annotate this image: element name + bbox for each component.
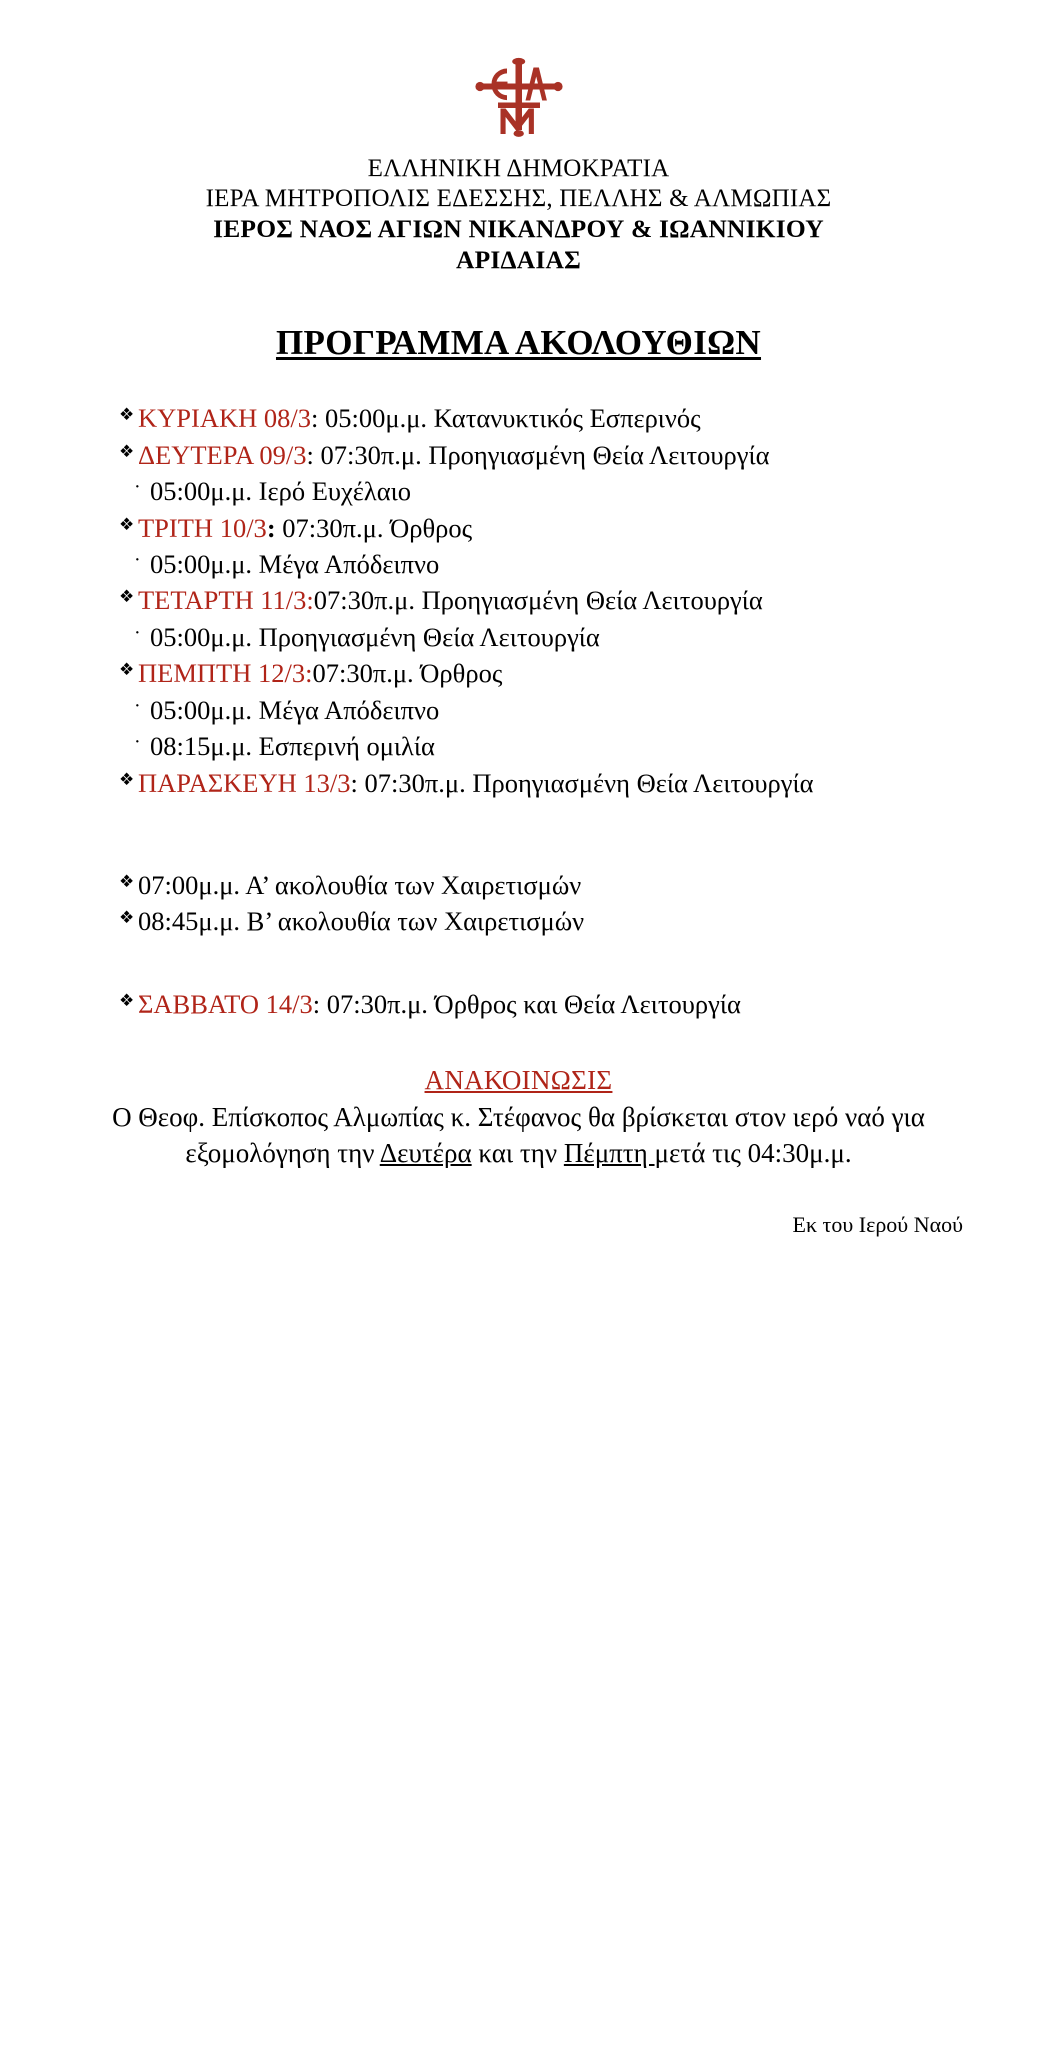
schedule-item bbox=[0, 620, 1037, 654]
schedule-item-day: ΔΕΥΤΕΡΑ 09/3 bbox=[138, 439, 307, 470]
schedule-item-detail: 05:00μ.μ. Μέγα Απόδειπνο bbox=[150, 548, 440, 579]
schedule-item bbox=[0, 511, 1037, 545]
schedule-item bbox=[0, 474, 1037, 508]
schedule-item-detail: 07:30π.μ. Προηγιασμένη Θεία Λειτουργία bbox=[313, 585, 763, 616]
schedule-item-detail: 07:30π.μ. Όρθρος bbox=[282, 512, 473, 543]
schedule-item-detail: 07:30π.μ. Προηγιασμένη Θεία Λειτουργία bbox=[320, 439, 770, 470]
schedule-item bbox=[0, 766, 1037, 800]
dot-bullet-icon: · bbox=[134, 731, 141, 754]
spacer-before-chairetismoi bbox=[0, 802, 1037, 868]
schedule-item-separator: : bbox=[306, 439, 321, 470]
schedule-item-day: ΠΑΡΑΣΚΕΥΗ 13/3 bbox=[138, 767, 351, 798]
announcement-title: ΑΝΑΚΟΙΝΩΣΙΣ bbox=[424, 1065, 613, 1096]
schedule-item-detail: 05:00μ.μ. Κατανυκτικός Εσπερινός bbox=[325, 403, 701, 434]
announcement-text-part1: Ο Θεοφ. Επίσκοπος Αλμωπίας κ. Στέφανος θα βρίσκεται στον ιερό ναό για εξομολόγηση την bbox=[112, 1102, 925, 1168]
schedule-item bbox=[0, 438, 1037, 472]
schedule-item-detail: 05:00μ.μ. Μέγα Απόδειπνο bbox=[150, 694, 440, 725]
schedule-item-day: ΠΕΜΠΤΗ 12/3 bbox=[138, 658, 306, 689]
orthodox-cross-monogram-icon bbox=[471, 52, 567, 144]
schedule-item-detail: 07:00μ.μ. Α’ ακολουθία των Χαιρετισμών bbox=[138, 870, 582, 900]
page-title bbox=[0, 323, 1037, 363]
schedule-item bbox=[0, 583, 1037, 617]
diamond-bullet-icon: ❖ bbox=[119, 660, 135, 680]
schedule-item-day: ΤΡΙΤΗ 10/3 bbox=[138, 512, 267, 543]
emblem-container bbox=[0, 0, 1037, 144]
schedule-item-detail: 07:30π.μ. Προηγιασμένη Θεία Λειτουργία bbox=[364, 767, 814, 798]
schedule-item-separator: : bbox=[350, 767, 365, 798]
schedule-item-detail: 05:00μ.μ. Προηγιασμένη Θεία Λειτουργία bbox=[150, 621, 600, 652]
saturday-list bbox=[0, 987, 1037, 1021]
schedule-item bbox=[0, 547, 1037, 581]
schedule-item-day: ΣΑΒΒΑΤΟ 14/3 bbox=[138, 988, 313, 1019]
schedule-item-detail: 07:30π.μ. Όρθρος και Θεία Λειτουργία bbox=[326, 988, 741, 1019]
diamond-bullet-icon: ❖ bbox=[119, 587, 135, 607]
diamond-bullet-icon: ❖ bbox=[119, 990, 135, 1010]
footer-signature-row bbox=[0, 1212, 1037, 1238]
schedule-item-separator: : bbox=[312, 988, 327, 1019]
schedule-item-detail: 05:00μ.μ. Ιερό Ευχέλαιο bbox=[150, 476, 412, 507]
diamond-bullet-icon: ❖ bbox=[119, 514, 135, 534]
schedule-item-separator: : bbox=[311, 403, 325, 434]
schedule-item-day: ΤΕΤΑΡΤΗ 11/3 bbox=[138, 585, 307, 616]
announcement-day-monday: Δευτέρα bbox=[379, 1137, 472, 1168]
schedule-item-separator: : bbox=[306, 585, 314, 616]
header-line-city: ΑΡΙΔΑΙΑΣ bbox=[456, 244, 581, 274]
schedule-item-separator: : bbox=[305, 658, 313, 689]
diamond-bullet-icon: ❖ bbox=[119, 769, 135, 789]
header-line-metropolis: ΙΕΡΑ ΜΗΤΡΟΠΟΛΙΣ ΕΔΕΣΣΗΣ, ΠΕΛΛΗΣ & ΑΛΜΩΠΙΑΣ bbox=[205, 185, 832, 212]
schedule-item-detail: 08:45μ.μ. Β’ ακολουθία των Χαιρετισμών bbox=[138, 906, 585, 937]
diamond-bullet-icon: ❖ bbox=[119, 441, 135, 461]
dot-bullet-icon: · bbox=[134, 621, 141, 644]
diamond-bullet-icon: ❖ bbox=[119, 405, 135, 425]
schedule-item-separator: : bbox=[266, 512, 283, 543]
schedule-item bbox=[0, 693, 1037, 727]
schedule-item bbox=[0, 401, 1037, 435]
schedule-item-day: ΚΥΡΙΑΚΗ 08/3 bbox=[138, 403, 311, 434]
schedule-item bbox=[0, 868, 1037, 902]
spacer-before-saturday bbox=[0, 941, 1037, 987]
announcement-body bbox=[0, 1100, 1037, 1171]
dot-bullet-icon: · bbox=[134, 548, 141, 571]
chairetismoi-list bbox=[0, 868, 1037, 939]
announcement-text-part3: μετά τις 04:30μ.μ. bbox=[654, 1137, 852, 1168]
schedule-item-detail: 08:15μ.μ. Εσπερινή ομιλία bbox=[150, 731, 435, 762]
schedule-item bbox=[0, 656, 1037, 690]
header-line-church: ΙΕΡΟΣ ΝΑΟΣ ΑΓΙΩΝ ΝΙΚΑΝΔΡΟΥ & ΙΩΑΝΝΙΚΙΟΥ bbox=[213, 214, 824, 243]
schedule-list bbox=[0, 401, 1037, 800]
schedule-item-detail: 07:30π.μ. Όρθρος bbox=[312, 658, 503, 689]
page-title-text: ΠΡΟΓΡΑΜΜΑ ΑΚΟΛΟΥΘΙΩΝ bbox=[275, 323, 762, 363]
announcement-title-row bbox=[0, 1065, 1037, 1096]
announcement-day-thursday: Πέμπτη bbox=[563, 1137, 655, 1168]
dot-bullet-icon: · bbox=[134, 694, 141, 717]
document-header bbox=[0, 154, 1037, 275]
header-line-state: ΕΛΛΗΝΙΚΗ ΔΗΜΟΚΡΑΤΙΑ bbox=[367, 155, 670, 182]
dot-bullet-icon: · bbox=[134, 476, 141, 499]
schedule-item bbox=[0, 729, 1037, 763]
schedule-item bbox=[0, 904, 1037, 938]
schedule-item bbox=[0, 987, 1037, 1021]
diamond-bullet-icon: ❖ bbox=[119, 872, 135, 891]
footer-signature: Εκ του Ιερού Ναού bbox=[792, 1211, 963, 1237]
announcement-text-part2: και την bbox=[471, 1137, 564, 1168]
diamond-bullet-icon: ❖ bbox=[119, 908, 135, 928]
announcement-section bbox=[0, 1065, 1037, 1171]
